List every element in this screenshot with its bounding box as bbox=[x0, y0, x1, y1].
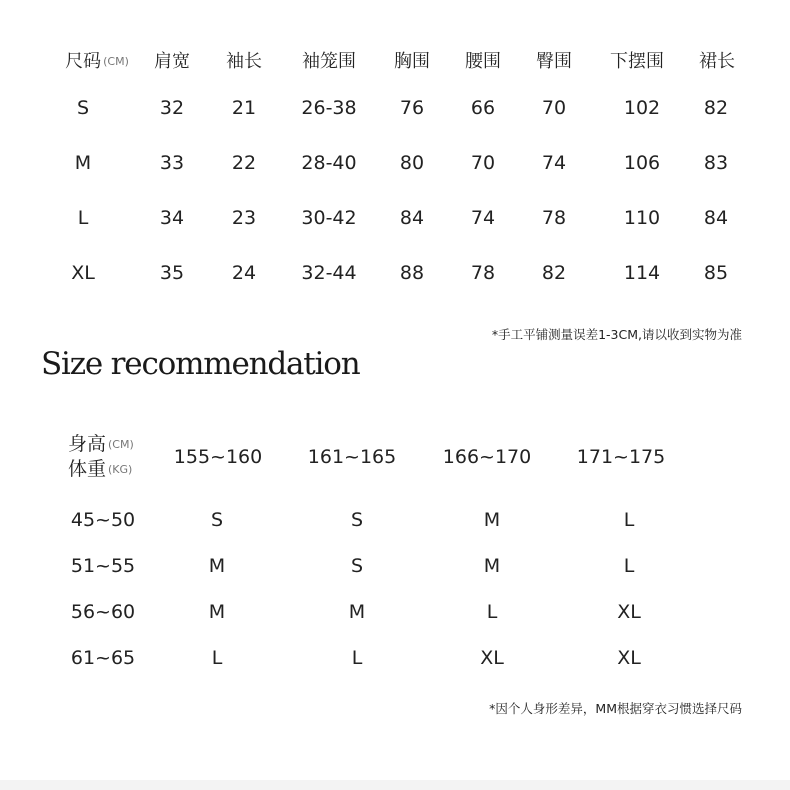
table-cell: 23 bbox=[231, 207, 257, 229]
table-cell: 70 bbox=[541, 97, 567, 119]
table-cell: 82 bbox=[703, 97, 729, 119]
recommendation-row bbox=[0, 597, 790, 627]
table-cell: 33 bbox=[159, 152, 185, 174]
recommended-size: M bbox=[208, 555, 226, 577]
table-cell: S bbox=[76, 97, 90, 119]
table-cell: 76 bbox=[399, 97, 425, 119]
table-cell: 26-38 bbox=[301, 97, 357, 119]
table-cell: 78 bbox=[470, 262, 496, 284]
recommended-size: L bbox=[486, 601, 498, 623]
table-cell: 80 bbox=[399, 152, 425, 174]
recommended-size: M bbox=[483, 509, 501, 531]
header-hip: 臀围 bbox=[536, 51, 572, 72]
section-title: Size recommendation bbox=[41, 346, 360, 382]
table-row bbox=[0, 93, 790, 123]
recommended-size: S bbox=[350, 509, 364, 531]
recommendation-row bbox=[0, 643, 790, 673]
recommended-size: XL bbox=[480, 647, 504, 669]
recommended-size: L bbox=[211, 647, 223, 669]
recommended-size: L bbox=[623, 555, 635, 577]
height-range: 166~170 bbox=[442, 446, 532, 468]
recommended-size: L bbox=[623, 509, 635, 531]
table-cell: 22 bbox=[231, 152, 257, 174]
height-range: 171~175 bbox=[576, 446, 666, 468]
table-row bbox=[0, 148, 790, 178]
height-range: 161~165 bbox=[307, 446, 397, 468]
header-shoulder: 肩宽 bbox=[154, 51, 190, 72]
table-cell: 28-40 bbox=[301, 152, 357, 174]
table-cell: 102 bbox=[623, 97, 661, 119]
height-header-row bbox=[0, 442, 790, 472]
table-cell: 74 bbox=[541, 152, 567, 174]
table-cell: M bbox=[74, 152, 92, 174]
table-cell: L bbox=[77, 207, 89, 229]
weight-range: 51~55 bbox=[70, 555, 136, 577]
table-cell: 84 bbox=[399, 207, 425, 229]
table-cell: 32-44 bbox=[301, 262, 357, 284]
recommended-size: S bbox=[350, 555, 364, 577]
table-cell: 70 bbox=[470, 152, 496, 174]
table-cell: 32 bbox=[159, 97, 185, 119]
weight-label: 体重 (KG) bbox=[68, 458, 133, 480]
weight-range: 45~50 bbox=[70, 509, 136, 531]
header-waist: 腰围 bbox=[465, 51, 501, 72]
header-sleeve-length: 袖长 bbox=[226, 51, 262, 72]
fit-note: *因个人身形差异，MM根据穿衣习惯选择尺码 bbox=[489, 701, 742, 716]
header-size: 尺码 (CM) bbox=[65, 51, 129, 72]
header-dress-length: 裙长 bbox=[699, 51, 735, 72]
height-range: 155~160 bbox=[173, 446, 263, 468]
measurement-note: *手工平铺测量误差1-3CM,请以收到实物为准 bbox=[491, 327, 742, 342]
header-bust: 胸围 bbox=[394, 51, 430, 72]
table-cell: 34 bbox=[159, 207, 185, 229]
table-cell: 114 bbox=[623, 262, 661, 284]
recommendation-row bbox=[0, 551, 790, 581]
size-chart-header-row bbox=[0, 47, 790, 77]
recommended-size: M bbox=[483, 555, 501, 577]
weight-range: 56~60 bbox=[70, 601, 136, 623]
height-label: 身高 (CM) bbox=[68, 433, 134, 455]
recommended-size: M bbox=[208, 601, 226, 623]
table-cell: 82 bbox=[541, 262, 567, 284]
table-cell: 78 bbox=[541, 207, 567, 229]
table-cell: 21 bbox=[231, 97, 257, 119]
table-cell: 88 bbox=[399, 262, 425, 284]
table-cell: 24 bbox=[231, 262, 257, 284]
table-cell: 74 bbox=[470, 207, 496, 229]
table-cell: 66 bbox=[470, 97, 496, 119]
table-cell: XL bbox=[71, 262, 95, 284]
table-cell: 35 bbox=[159, 262, 185, 284]
table-cell: 110 bbox=[623, 207, 661, 229]
table-cell: 106 bbox=[623, 152, 661, 174]
table-cell: 83 bbox=[703, 152, 729, 174]
table-cell: 30-42 bbox=[301, 207, 357, 229]
footer-strip bbox=[0, 780, 790, 790]
recommended-size: XL bbox=[617, 601, 641, 623]
table-cell: 84 bbox=[703, 207, 729, 229]
table-row bbox=[0, 203, 790, 233]
header-hem: 下摆围 bbox=[610, 51, 664, 72]
recommended-size: S bbox=[210, 509, 224, 531]
table-cell: 85 bbox=[703, 262, 729, 284]
weight-range: 61~65 bbox=[70, 647, 136, 669]
table-row bbox=[0, 258, 790, 288]
recommendation-row bbox=[0, 505, 790, 535]
header-armhole: 袖笼围 bbox=[302, 51, 356, 72]
recommended-size: M bbox=[348, 601, 366, 623]
recommended-size: XL bbox=[617, 647, 641, 669]
recommended-size: L bbox=[351, 647, 363, 669]
